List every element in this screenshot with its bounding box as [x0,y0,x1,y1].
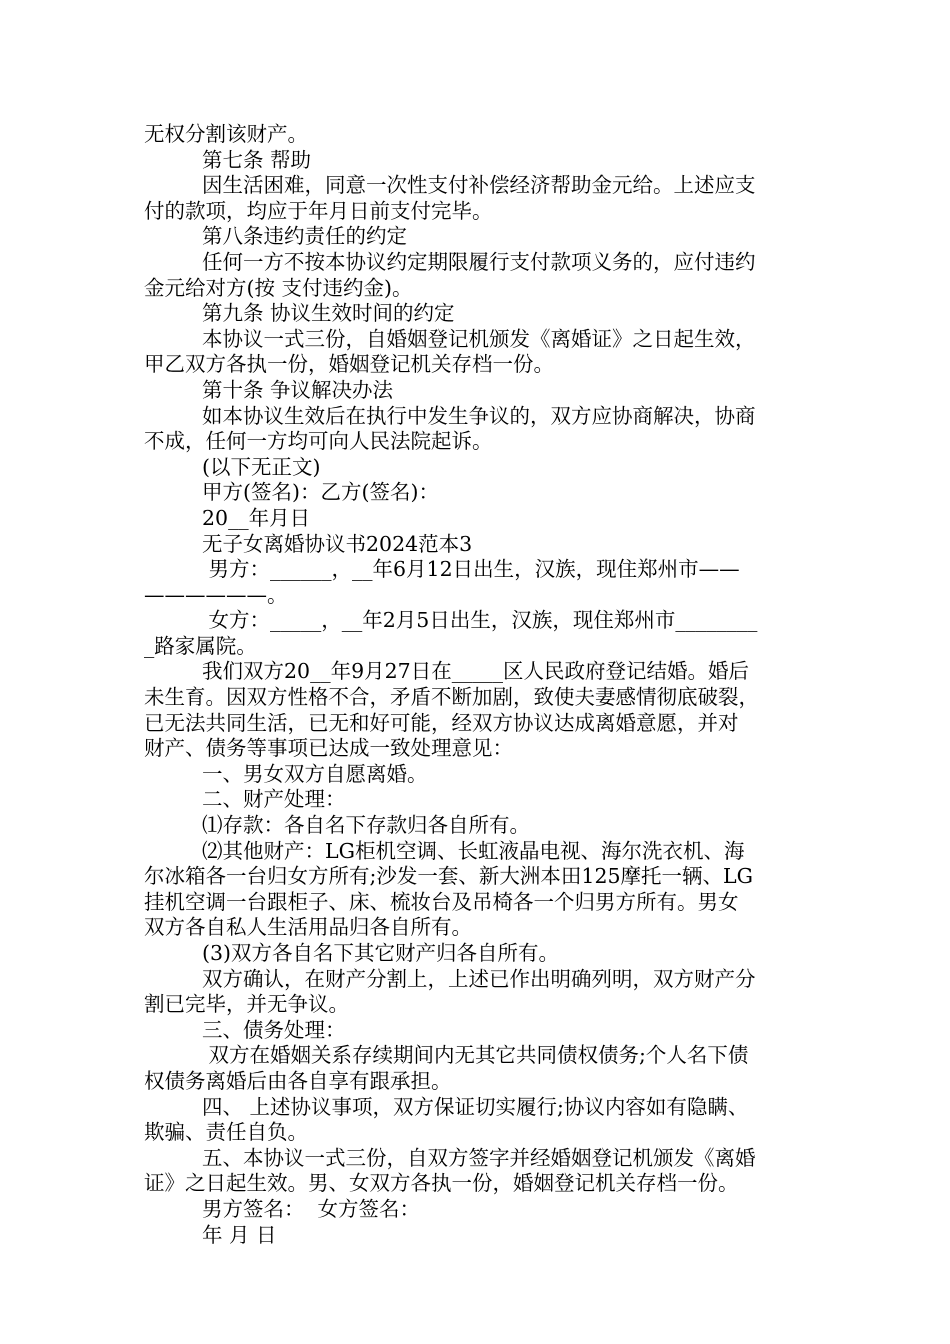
text-line: 不成，任何一方均可向人民法院起诉。 [144,429,493,454]
text-line: 证》之日起生效。男、女双方各执一份，婚姻登记机关存档一份。 [144,1171,739,1196]
text-line: 年 月 日 [202,1222,277,1247]
text-line: (以下无正文) [202,454,321,479]
text-line: 四、 上述协议事项，双方保证切实履行;协议内容如有隐瞒、 [202,1094,749,1119]
text-line: 任何一方不按本协议约定期限履行支付款项义务的，应付违约 [202,249,756,274]
text-line: 割已完毕，并无争议。 [144,992,349,1017]
text-line: 第九条 协议生效时间的约定 [202,301,455,326]
text-line: 第十条 争议解决办法 [202,377,394,402]
text-line: 20__年月日 [202,505,311,530]
text-line: 尔冰箱各一台归女方所有;沙发一套、新大洲本田125摩托一辆、LG [144,864,754,889]
text-line: 双方各自私人生活用品归各自所有。 [144,915,472,940]
text-line: 甲方(签名)：乙方(签名)： [202,480,439,505]
document-body [144,122,804,1248]
text-line: 付的款项，均应于年月日前支付完毕。 [144,198,493,223]
text-line: 欺骗、责任自负。 [144,1120,308,1145]
text-line: 双方确认，在财产分割上，上述已作出明确列明，双方财产分 [202,966,756,991]
text-line: 因生活困难，同意一次性支付补偿经济帮助金元给。上述应支 [202,173,756,198]
text-line: 金元给对方(按 支付违约金)。 [144,275,413,300]
text-line: 挂机空调一台跟柜子、床、梳妆台及吊椅各一个归男方所有。男女 [144,889,739,914]
text-line: ⑵其他财产：LG柜机空调、长虹液晶电视、海尔洗衣机、海 [202,838,745,863]
text-line: 二、财产处理： [202,787,346,812]
text-line: 五、本协议一式三份，自双方签字并经婚姻登记机颁发《离婚 [202,1145,756,1170]
text-line: 第八条违约责任的约定 [202,224,407,249]
text-line: 本协议一式三份，自婚姻登记机颁发《离婚证》之日起生效， [202,326,756,351]
text-line: 女方：_____，__年2月5日出生，汉族，现住郑州市________ [202,608,758,633]
text-line: _路家属院。 [144,633,257,658]
text-line: 我们双方20__年9月27日在_____区人民政府登记结婚。婚后 [202,659,749,684]
text-line: 无子女离婚协议书2024范本3 [202,531,473,556]
text-line: ⑴存款：各自名下存款归各自所有。 [202,813,530,838]
text-line: 如本协议生效后在执行中发生争议的，双方应协商解决，协商 [202,403,756,428]
text-line: 男方：______，__年6月12日出生，汉族，现住郑州市—— [202,557,740,582]
text-line: 双方在婚姻关系存续期间内无其它共同债权债务;个人名下债 [202,1043,749,1068]
text-line: 未生育。因双方性格不合，矛盾不断加剧，致使夫妻感情彻底破裂， [144,685,759,710]
text-line: 无权分割该财产。 [144,122,308,146]
text-line: 权债务离婚后由各自享有跟承担。 [144,1068,452,1093]
text-line: 已无法共同生活，已无和好可能，经双方协议达成离婚意愿，并对 [144,710,739,735]
text-line: 财产、债务等事项已达成一致处理意见： [144,736,513,761]
text-line: 甲乙双方各执一份，婚姻登记机关存档一份。 [144,352,554,377]
text-line: 第七条 帮助 [202,147,312,172]
text-line: 三、债务处理： [202,1017,346,1042]
text-line: 男方签名： 女方签名： [202,1196,421,1221]
text-line: (3)双方各自名下其它财产归各自所有。 [202,941,560,965]
text-line: ——————。 [144,582,288,607]
text-line: 一、男女双方自愿离婚。 [202,761,428,786]
